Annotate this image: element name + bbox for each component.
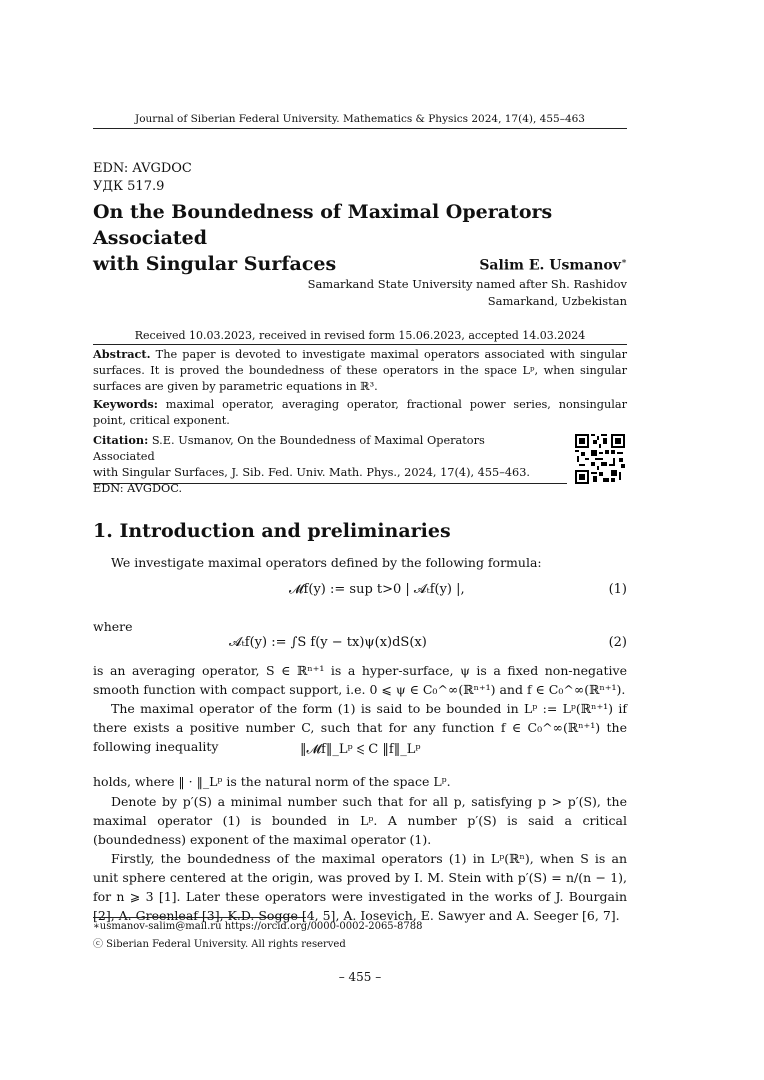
equation-3-formula: ‖𝓜f‖_Lᵖ ⩽ C ‖f‖_Lᵖ xyxy=(300,742,421,757)
abstract-text: The paper is devoted to investigate maximal operators associated with singular surfaces. It is proved the boundedness of these operators in the space Lᵖ, when singular surfaces are given by parametric equations in ℝ³. xyxy=(93,348,627,393)
equation-3 xyxy=(93,742,627,764)
paragraph-1: We investigate maximal operators defined by the following formula: xyxy=(111,555,542,570)
affiliation-line-2: Samarkand, Uzbekistan xyxy=(487,294,627,308)
author-name-text: Salim E. Usmanov xyxy=(479,257,621,274)
received-dates: Received 10.03.2023, received in revised form 15.06.2023, accepted 14.03.2024 xyxy=(134,329,586,342)
page-number: – 455 – xyxy=(338,970,382,984)
footnote-rule xyxy=(93,917,306,918)
keywords-text: maximal operator, averaging operator, fractional power series, nonsingular point, critical exponent. xyxy=(93,398,627,427)
keywords xyxy=(93,396,627,429)
equation-2-formula: 𝓐ₜf(y) := ∫S f(y − tx)ψ(x)dS(x) xyxy=(229,635,427,650)
paragraph-4: holds, where ‖ · ‖_Lᵖ is the natural norm of the space Lᵖ. xyxy=(93,774,451,789)
footnote-copyright: ⓒ Siberian Federal University. All rights reserved xyxy=(93,939,346,950)
equation-1-number: (1) xyxy=(608,582,627,597)
citation-line-2: with Singular Surfaces, J. Sib. Fed. Univ. Math. Phys., 2024, 17(4), 455–463. xyxy=(93,466,531,479)
keywords-label: Keywords: xyxy=(93,397,158,411)
author-footnote-mark: ∗ xyxy=(620,257,627,267)
paragraph-2: is an averaging operator, S ∈ ℝⁿ⁺¹ is a hyper-surface, ψ is a fixed non-negative smooth function with compact support, i.e. 0 ⩽ ψ ∈ C₀^∞(ℝⁿ⁺¹) and f ∈ C₀^∞(ℝⁿ⁺¹). xyxy=(93,663,627,697)
udk-label: УДК 517.9 xyxy=(93,179,165,194)
equation-2-number: (2) xyxy=(608,635,627,650)
abstract xyxy=(93,346,627,395)
footnote-email: ∗usmanov-salim@mail.ru https://orcid.org/0000-0002-2065-8788 xyxy=(93,921,423,932)
title-line-1: On the Boundedness of Maximal Operators Associated xyxy=(93,201,553,249)
citation-line-3: EDN: AVGDOC. xyxy=(93,482,183,495)
paragraph-3: The maximal operator of the form (1) is said to be bounded in Lᵖ := Lᵖ(ℝⁿ⁺¹) if there exists a positive number C, such that for any function f ∈ C₀^∞(ℝⁿ⁺¹) the following inequality xyxy=(93,701,627,754)
paragraph-6: Firstly, the boundedness of the maximal operators (1) in Lᵖ(ℝⁿ), when S is an unit sphere centered at the origin, was proved by I. M. Stein with p′(S) = n/(n − 1), for n ⩾ 3 [1]. Later these operators were investigated in the works of J. Bourgain [2], A. Greenleaf [3], K.D. Sogge [4, 5], A. Iosevich, E. Sawyer and A. Seeger [6, 7]. xyxy=(93,851,627,923)
citation xyxy=(93,432,533,497)
journal-header: Journal of Siberian Federal University. Mathematics & Physics 2024, 17(4), 455–463 xyxy=(135,113,585,125)
received-rule xyxy=(93,344,627,345)
title-line-2: with Singular Surfaces xyxy=(93,253,337,275)
edn-label: EDN: AVGDOC xyxy=(93,161,192,176)
paragraph-5: Denote by p′(S) a minimal number such that for all p, satisfying p > p′(S), the maximal operator (1) is bounded in Lᵖ. A number p′(S) is said a critical (boundedness) exponent of the maximal operator (1). xyxy=(93,794,627,847)
author-name xyxy=(479,257,627,274)
equation-1-formula: 𝓜f(y) := sup t>0 | 𝓐ₜf(y) |, xyxy=(289,582,465,597)
citation-rule xyxy=(93,483,567,484)
header-rule xyxy=(93,128,627,129)
section-heading: 1. Introduction and preliminaries xyxy=(93,520,451,542)
equation-2 xyxy=(93,635,627,663)
equation-1 xyxy=(93,582,627,612)
where-text: where xyxy=(93,619,133,634)
qr-code-icon[interactable] xyxy=(575,434,625,484)
affiliation-line-1: Samarkand State University named after Sh. Rashidov xyxy=(307,277,627,291)
citation-line-1: S.E. Usmanov, On the Boundedness of Maximal Operators Associated xyxy=(93,434,485,463)
abstract-label: Abstract. xyxy=(93,347,151,361)
citation-label: Citation: xyxy=(93,433,149,447)
